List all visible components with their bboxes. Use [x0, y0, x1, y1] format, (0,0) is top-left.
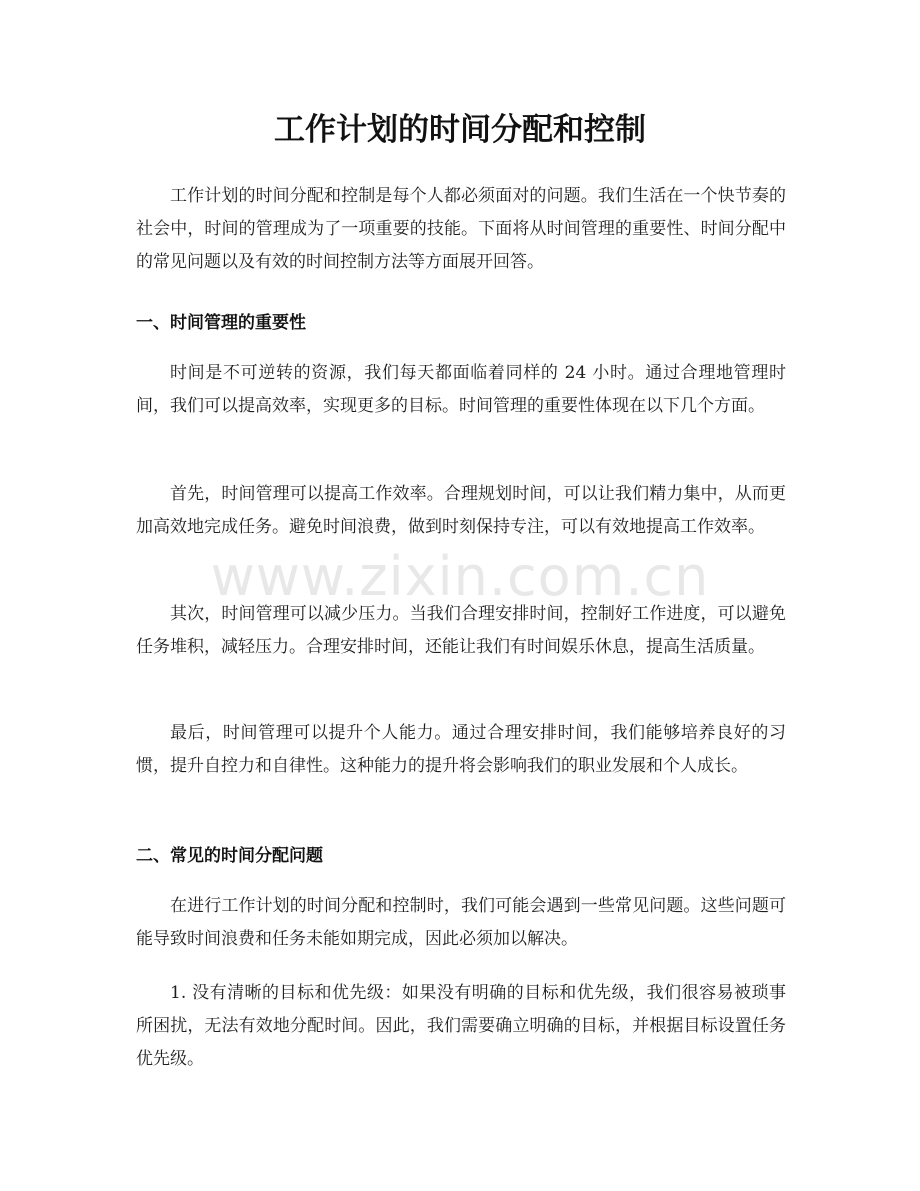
intro-paragraph: 工作计划的时间分配和控制是每个人都必须面对的问题。我们生活在一个快节奏的社会中，时间的管理成为了一项重要的技能。下面将从时间管理的重要性、时间分配中的常见问题以及有效的时间控制方法等方面展开回答。 [136, 186, 786, 272]
section-2-heading: 二、常见的时间分配问题 [136, 846, 323, 866]
section-1-heading: 一、时间管理的重要性 [136, 313, 306, 333]
section-2-list-item: 1. 没有清晰的目标和优先级：如果没有明确的目标和优先级，我们很容易被琐事所困扰，无法有效地分配时间。因此，我们需要确立明确的目标，并根据目标设置任务优先级。 [136, 983, 786, 1069]
section-1-paragraph: 首先，时间管理可以提高工作效率。合理规划时间，可以让我们精力集中，从而更加高效地完成任务。避免时间浪费，做到时刻保持专注，可以有效地提高工作效率。 [136, 484, 786, 537]
section-1-paragraph: 其次，时间管理可以减少压力。当我们合理安排时间，控制好工作进度，可以避免任务堆积，减轻压力。合理安排时间，还能让我们有时间娱乐休息，提高生活质量。 [136, 604, 786, 657]
section-2-paragraph: 在进行工作计划的时间分配和控制时，我们可能会遇到一些常见问题。这些问题可能导致时间浪费和任务未能如期完成，因此必须加以解决。 [136, 896, 786, 949]
section-1-paragraph: 最后，时间管理可以提升个人能力。通过合理安排时间，我们能够培养良好的习惯，提升自控力和自律性。这种能力的提升将会影响我们的职业发展和个人成长。 [136, 723, 786, 776]
section-1-paragraph: 时间是不可逆转的资源，我们每天都面临着同样的 24 小时。通过合理地管理时间，我们可以提高效率，实现更多的目标。时间管理的重要性体现在以下几个方面。 [136, 363, 786, 416]
watermark: www.zixin.com.cn [210, 545, 710, 608]
document-title: 工作计划的时间分配和控制 [274, 112, 646, 148]
